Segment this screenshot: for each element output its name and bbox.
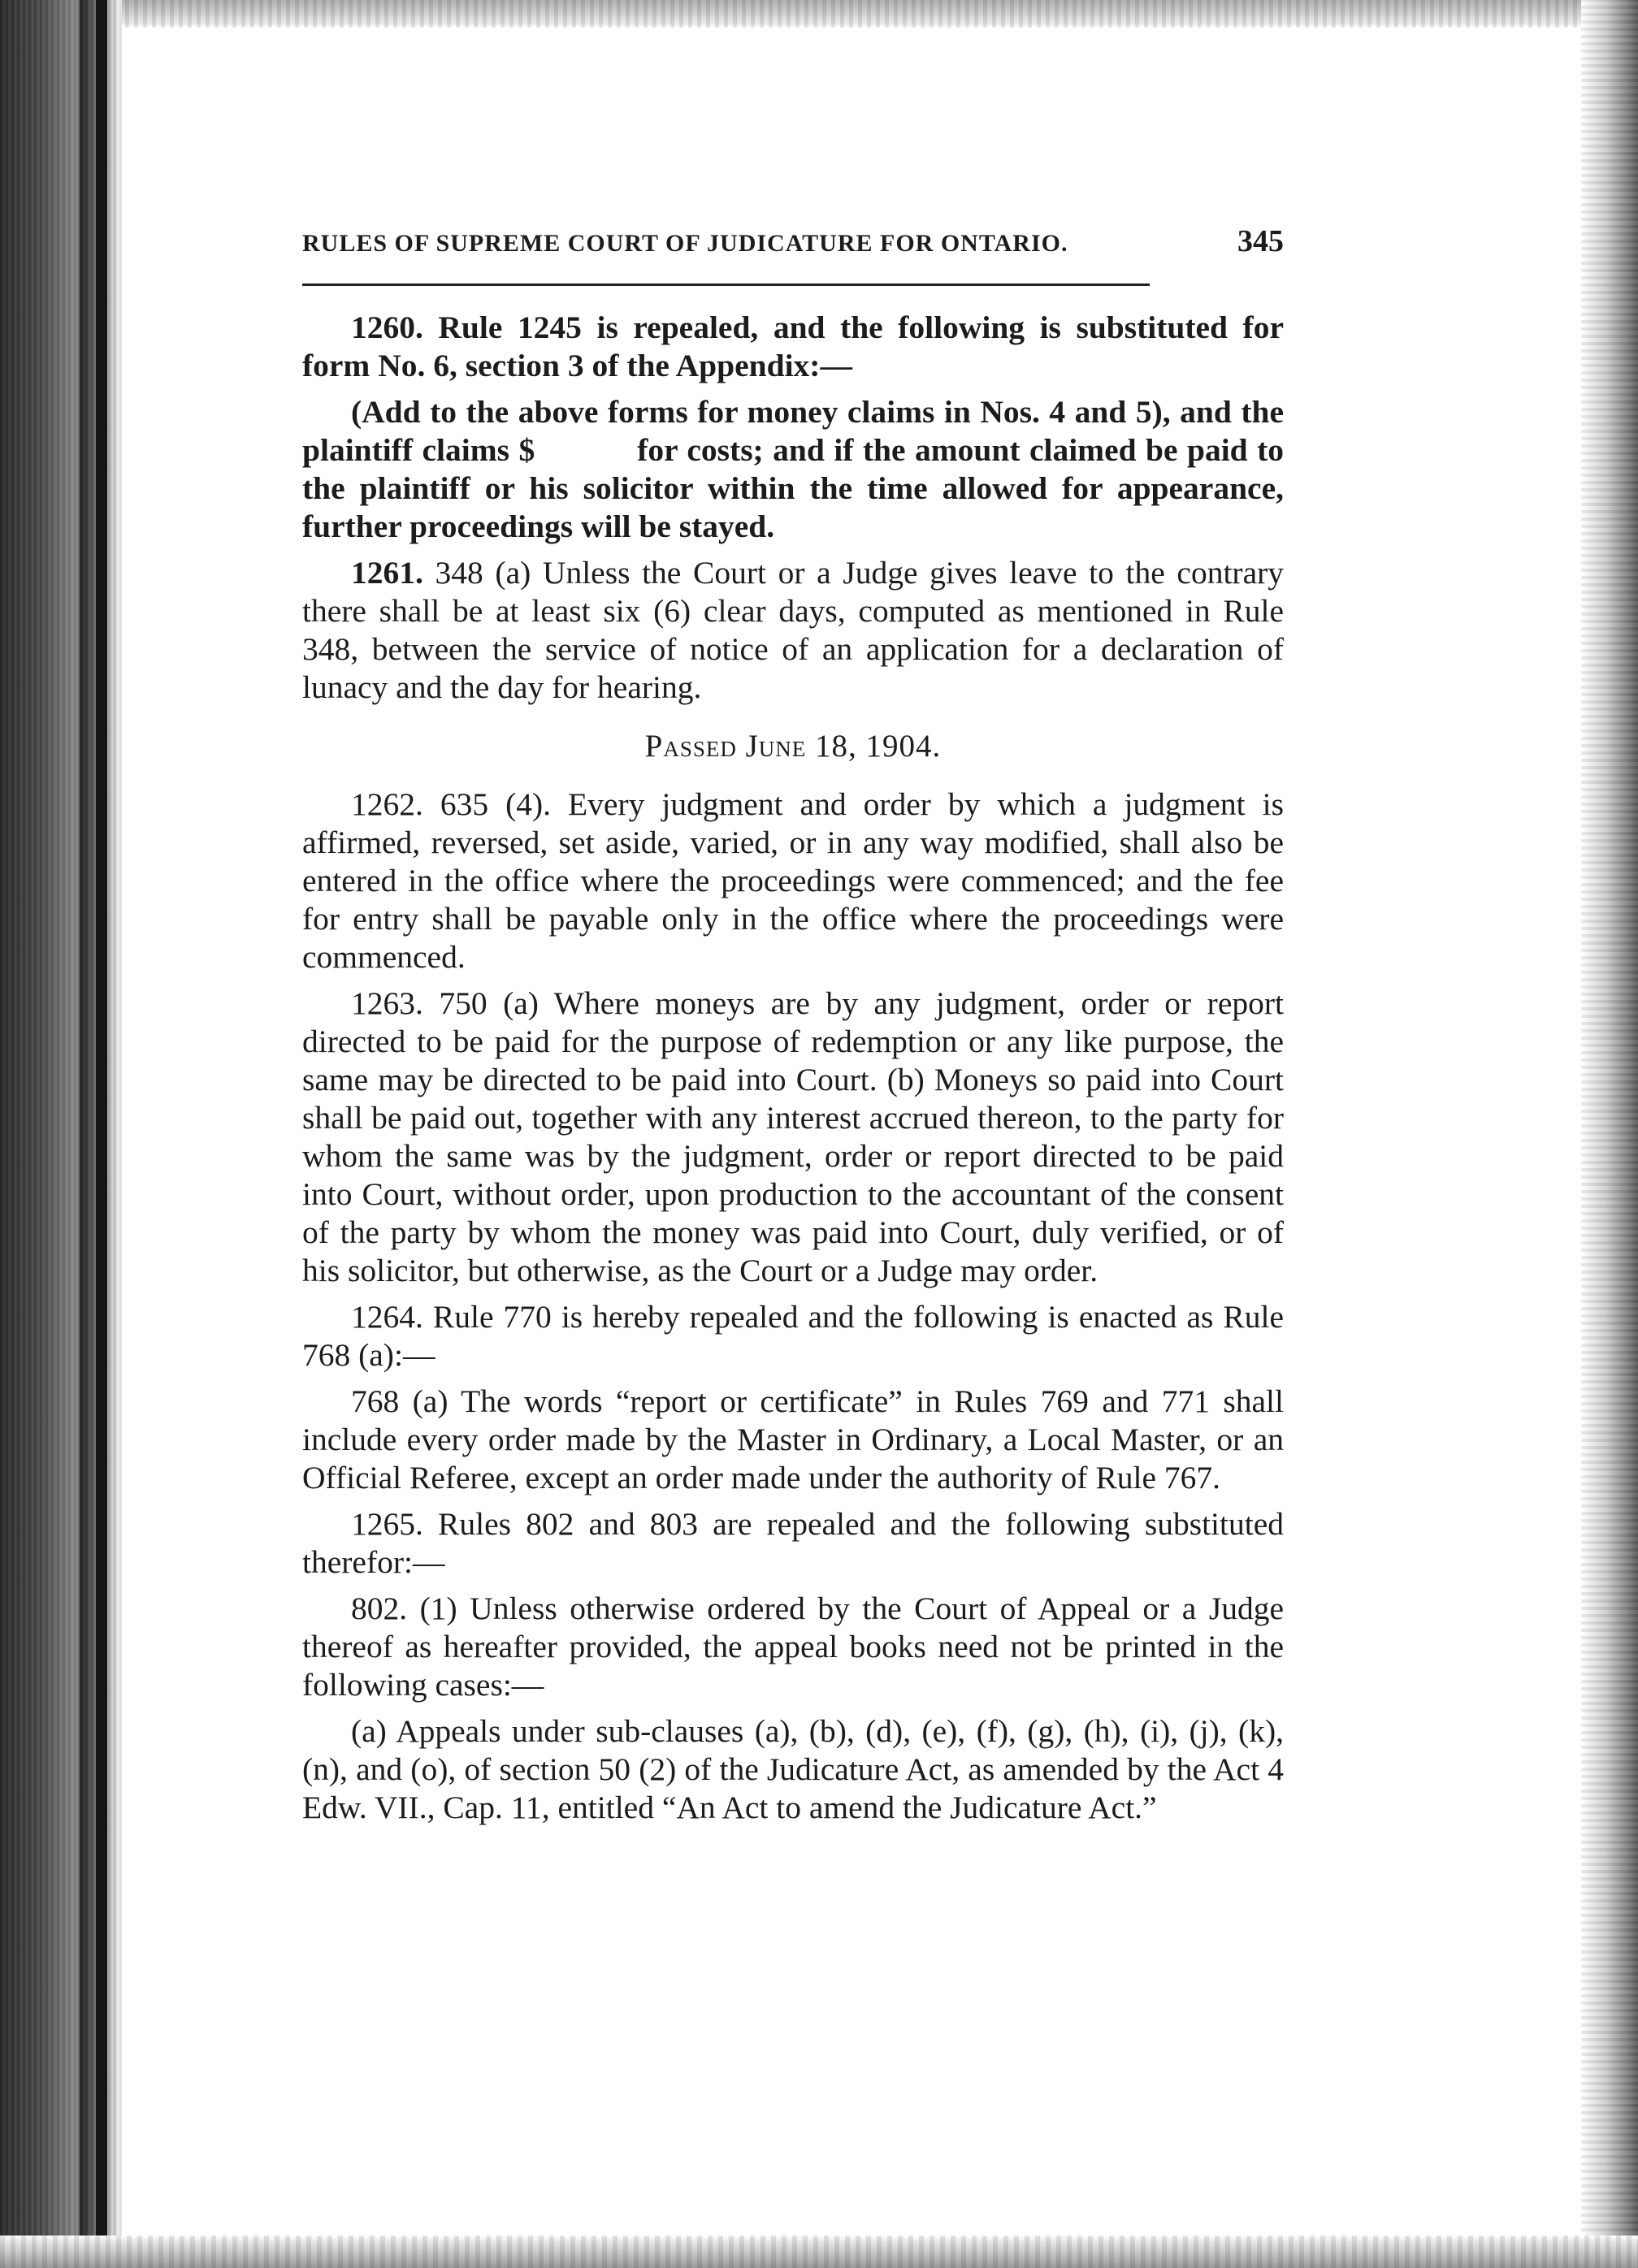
- running-title: RULES OF SUPREME COURT OF JUDICATURE FOR ONTARIO.: [302, 230, 1068, 257]
- paragraph-1262: 1262. 635 (4). Every judgment and order by which a judgment is affirmed, reversed, set aside, varied, or in any way modified, shall also be entered in the office where the proceedings were commenced; and the fee for entry shall be payable only in the office where the proceedings were commenced.: [302, 786, 1284, 975]
- paragraph-1260-add: (Add to the above forms for money claims in Nos. 4 and 5), and the plaintiff claims $ for costs; and if the amount claimed be paid to the plaintiff or his solicitor within the time allowed for appearance, further proceedings will be stayed.: [302, 394, 1292, 544]
- page-number: 345: [1237, 224, 1284, 258]
- book-page: [302, 223, 1292, 1835]
- scan-bottom-edge: [0, 2236, 1638, 2268]
- paragraph-1260: [302, 309, 1284, 385]
- body-text: [302, 309, 1292, 1827]
- rule-number: 1261.: [351, 555, 423, 591]
- paragraph-1265: 1265. Rules 802 and 803 are repealed and the following substituted therefor:—: [302, 1506, 1284, 1580]
- header-rule: [302, 284, 1150, 286]
- paragraph-802a: (a) Appeals under sub-clauses (a), (b), (d), (e), (f), (g), (h), (i), (j), (k), (n), and (o), of section 50 (2) of the Judicature Act, as amended by the Act 4 Edw. VII., Cap. 11, entitled “An Act to amend the Judicature Act.”: [302, 1713, 1284, 1825]
- scan-binding-shadow: [96, 0, 107, 2268]
- scan-right-edge: [1581, 0, 1638, 2268]
- paragraph-802: 802. (1) Unless otherwise ordered by the Court of Appeal or a Judge thereof as hereafter provided, the appeal books need not be printed in the following cases:—: [302, 1591, 1284, 1703]
- paragraph-1261: [302, 554, 1284, 707]
- paragraph-text: Rule 1245 is repealed, and the following is substituted for form No. 6, section 3 of the Appendix:—: [302, 309, 1284, 383]
- paragraph-1263: 1263. 750 (a) Where moneys are by any judgment, order or report directed to be paid for the purpose of redemption or any like purpose, the same may be directed to be paid into Court. (b) Moneys so paid into Court shall be paid out, together with any interest accrued thereon, to the party for whom the same was by the judgment, order or report directed to be paid into Court, without order, upon production to the accountant of the consent of the party by whom the money was paid into Court, duly verified, or of his solicitor, but otherwise, as the Court or a Judge may order.: [302, 985, 1284, 1288]
- paragraph-768a: 768 (a) The words “report or certificate” in Rules 769 and 771 shall include every order made by the Master in Ordinary, a Local Master, or an Official Referee, except an order made under the authority of Rule 767.: [302, 1383, 1284, 1495]
- paragraph-text: 348 (a) Unless the Court or a Judge gives leave to the contrary there shall be at least six (6) clear days, computed as mentioned in Rule 348, between the service of notice of an application for a declaration of lunacy and the day for hearing.: [302, 555, 1285, 705]
- passed-heading: Passed June 18, 1904.: [644, 729, 942, 764]
- scan-top-edge: [0, 0, 1638, 28]
- rule-number: 1260.: [351, 309, 423, 345]
- paragraph-1264: 1264. Rule 770 is hereby repealed and the following is enacted as Rule 768 (a):—: [302, 1299, 1284, 1373]
- running-head: [302, 223, 1284, 259]
